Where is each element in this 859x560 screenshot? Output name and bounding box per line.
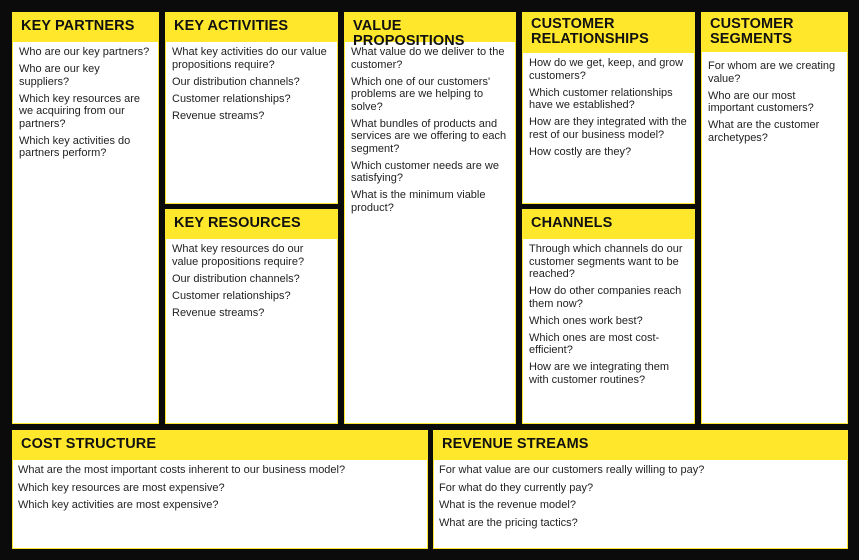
key-resources-questions — [166, 239, 337, 328]
title-line: CUSTOMER — [531, 16, 615, 32]
question: Which one of our customers' problems are we helping to solve? — [351, 75, 491, 113]
question: Which ones are most cost-efficient? — [529, 331, 660, 356]
key-activities-questions — [166, 42, 337, 131]
question: Customer relationships? — [172, 289, 291, 302]
question: What bundles of products and services are we offering to each segment? — [351, 117, 507, 155]
question: Through which channels do our customer segments want to be reached? — [529, 243, 683, 280]
question: How are we integrating them with customer routines? — [529, 361, 670, 386]
revenue-streams-title: REVENUE STREAMS — [434, 431, 847, 460]
value-propositions-block — [344, 12, 516, 424]
key-resources-block — [165, 209, 338, 424]
question: What is the minimum viable product? — [351, 189, 486, 214]
question: What key resources do our value propositions require? — [172, 243, 305, 268]
revenue-streams-block — [433, 430, 848, 549]
channels-title: CHANNELS — [523, 210, 694, 239]
key-resources-title: KEY RESOURCES — [166, 210, 337, 239]
key-activities-title: KEY ACTIVITIES — [166, 13, 337, 42]
cost-structure-title: COST STRUCTURE — [13, 431, 427, 460]
question: Which ones work best? — [529, 314, 643, 327]
customer-segments-title — [702, 13, 847, 52]
question: Which key resources are most expensive? — [18, 481, 225, 494]
question: Which key resources are we acquiring from our partners? — [19, 92, 141, 130]
question: Who are our key suppliers? — [19, 63, 100, 88]
channels-questions — [523, 239, 694, 395]
key-partners-questions — [13, 42, 158, 168]
question: What value do we deliver to the customer? — [351, 46, 505, 71]
question: Who are our most important customers? — [708, 89, 814, 114]
question: Which customer relationships have we established? — [529, 86, 673, 111]
question: Revenue streams? — [172, 306, 265, 319]
question: How do other companies reach them now? — [529, 285, 682, 310]
question: What are the pricing tactics? — [439, 516, 578, 529]
question: Who are our key partners? — [19, 46, 150, 58]
key-activities-block — [165, 12, 338, 204]
question: For whom are we creating value? — [708, 60, 836, 85]
customer-relationships-block — [522, 12, 695, 204]
question: For what value are our customers really willing to pay? — [439, 464, 705, 476]
title-line: CUSTOMER — [710, 16, 794, 32]
value-propositions-title: VALUE PROPOSITIONS — [345, 13, 515, 42]
key-partners-title: KEY PARTNERS — [13, 13, 158, 42]
cost-structure-questions — [13, 460, 427, 521]
question: Which key activities do partners perform? — [19, 134, 131, 159]
question: How costly are they? — [529, 145, 632, 158]
question: How are they integrated with the rest of our business model? — [529, 116, 687, 141]
question: For what do they currently pay? — [439, 481, 594, 494]
question: Which key activities are most expensive? — [18, 499, 219, 511]
question: Revenue streams? — [172, 109, 265, 122]
question: Our distribution channels? — [172, 75, 300, 88]
question: Our distribution channels? — [172, 272, 300, 285]
revenue-streams-questions — [434, 460, 847, 538]
title-line: SEGMENTS — [710, 31, 793, 47]
customer-segments-questions — [702, 52, 847, 153]
value-propositions-questions — [345, 42, 515, 223]
key-partners-block — [12, 12, 159, 424]
question: What are the customer archetypes? — [708, 119, 820, 144]
question: What key activities do our value propositions require? — [172, 46, 327, 71]
question: How do we get, keep, and grow customers? — [529, 57, 684, 82]
customer-segments-block — [701, 12, 848, 424]
question: What is the revenue model? — [439, 499, 576, 511]
customer-relationships-questions — [523, 53, 694, 167]
question: What are the most important costs inherent to our business model? — [18, 464, 346, 476]
question: Which customer needs are we satisfying? — [351, 159, 499, 184]
title-line: RELATIONSHIPS — [531, 31, 649, 47]
question: Customer relationships? — [172, 92, 291, 105]
cost-structure-block — [12, 430, 428, 549]
channels-block — [522, 209, 695, 424]
customer-relationships-title — [523, 13, 694, 53]
